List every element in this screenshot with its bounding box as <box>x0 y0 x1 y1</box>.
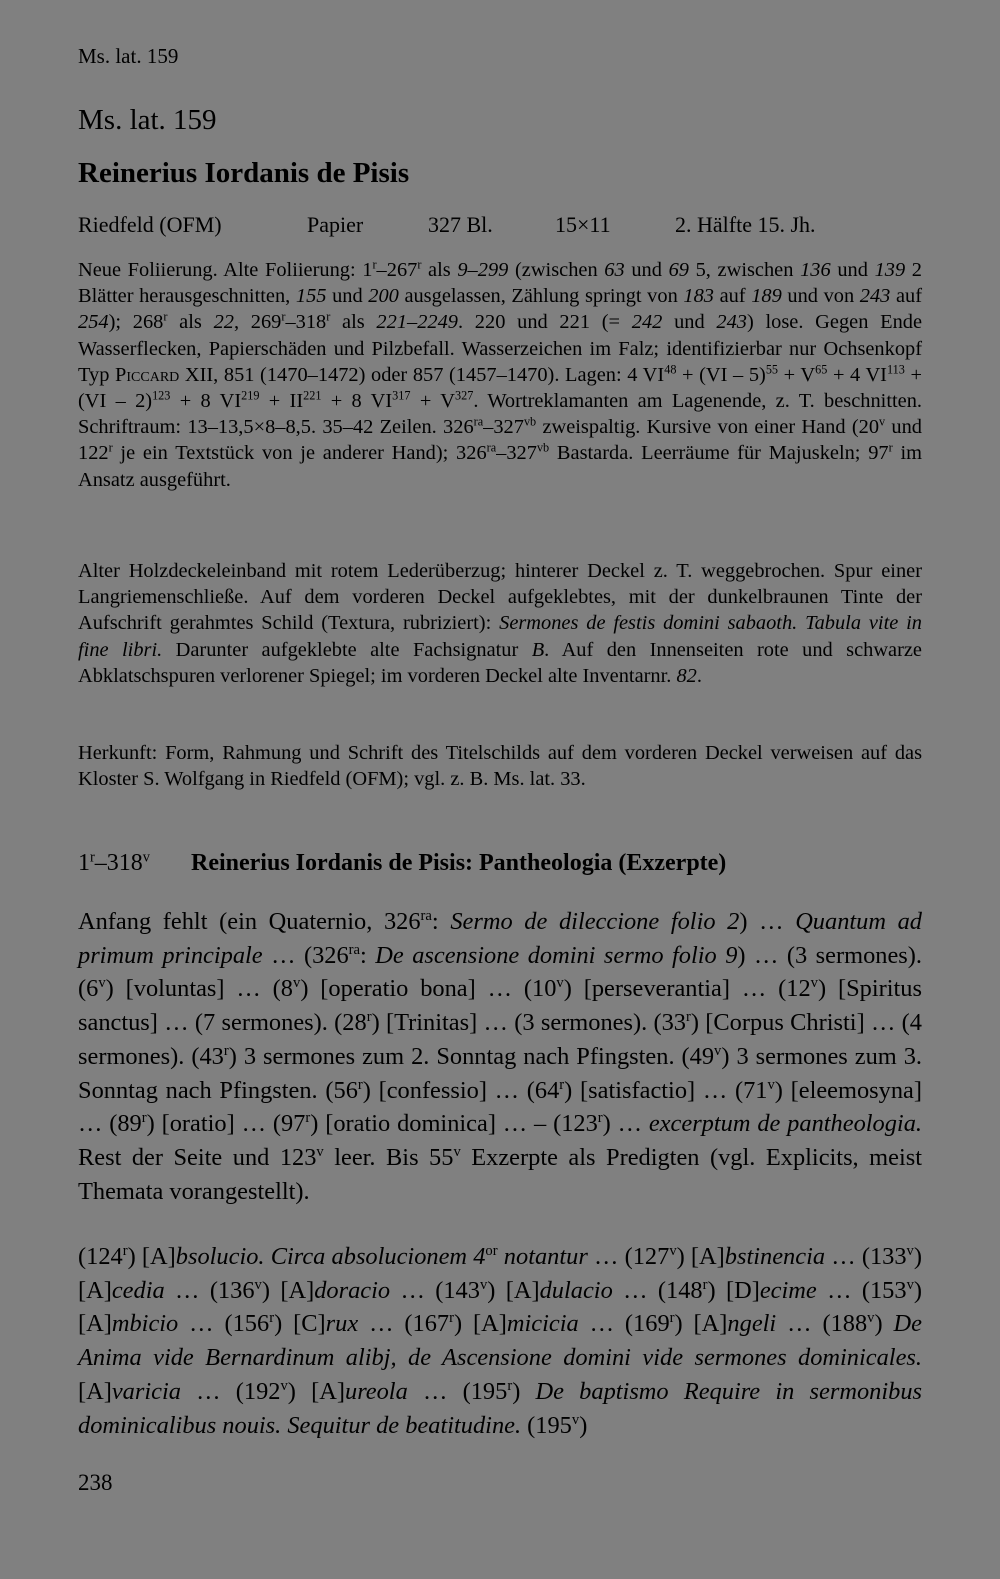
physical-description-paragraph: Neue Foliierung. Alte Foliierung: 1$^r$–267$^r$ als 9–299 (zwischen 63 und 69 5, zwischen 136 und 139 2 Blätter herausgeschnitten, 155 und 200 ausgelassen, Zählung springt von 183 auf 189 und von 243 auf 254); 268$^r$ als 22, 269$^r$–318$^r$ als 221–2249. 220 und 221 (= 242 und 243) lose. Gegen Ende Wasserflecken, Papierschäden und Pilzbefall. Wasserzeichen im Falz; identifizierbar nur Ochsenkopf Typ Piccard XII, 851 (1470–1472) oder 857 (1457–1470). Lagen: 4 $VI^{48} + (VI - 5)^{55} + V^{65} + 4$ $VI^{113} + (VI - 2)^{123} + 8$ $VI^{219} + II^{221} + 8$ $VI^{317} + V^{327}$. Wortreklamanten am Lagenende, z. T. beschnitten. Schriftraum: 13–13,5×8–8,5. 35–42 Zeilen. $326^{ra}-327^{vb}$ zweispaltig. Kursive von einer Hand (20$^v$ und 122$^r$ je ein Textstück von je anderer Hand); $326^{ra}-327^{vb}$ Bastarda. Leerräume für Majuskeln; 97$^r$ im Ansatz ausgeführt. <box>78 257 923 491</box>
content-section-heading <box>78 850 922 884</box>
shelfmark-heading: Ms. lat. 159 <box>78 104 217 136</box>
content-paragraph-alphabetical: (124$^r$) [A]bsolucio. Circa absolucionem $4^{or}$ notantur … (127$^v$) [A]bstinencia … (133$^v$) [A]cedia … (136$^v$) [A]doracio … (143$^v$) [A]dulacio … (148$^r$) [D]ecime … (153$^v$) [A]mbicio … (156$^r$) [C]rux … (167$^r$) [A]micicia … (169$^r$) [A]ngeli … (188$^v$) De Anima vide Bernardinum alibj, de Ascensione domini vide sermones dominicales. [A]varicia … (192$^v$) [A]ureola … (195$^r$) De baptismo Require in sermonibus dominicalibus nouis. Sequitur de beatitudine. (195$^v$) <box>78 1243 923 1439</box>
manuscript-metadata-row <box>78 212 922 242</box>
page-number: 238 <box>78 1470 113 1495</box>
folio-range: 1$^r$–318$^v$ <box>78 849 150 876</box>
author-heading: Reinerius Iordanis de Pisis <box>78 157 410 189</box>
running-head: Ms. lat. 159 <box>78 44 179 68</box>
binding-description-paragraph: Alter Holzdeckeleinband mit rotem Lederüberzug; hinterer Deckel z. T. weggebrochen. Spur einer Langriemenschließe. Auf dem vorderen Deckel aufgeklebtes, mit der dunkelbraunen Tinte der Aufschrift gerahmtes Schild (Textura, rubriziert): Sermones de festis domini sabaoth. Tabula vite in fine libri. Darunter aufgeklebte alte Fachsignatur B. Auf den Innenseiten rote und schwarze Abklatschspuren verlorener Spiegel; im vorderen Deckel alte Inventarnr. 82. <box>78 560 923 687</box>
provenance: Riedfeld (OFM) <box>78 212 222 237</box>
material: Papier <box>307 212 364 237</box>
format: 15×11 <box>555 212 611 237</box>
content-paragraph-incipit: Anfang fehlt (ein Quaternio, $326^{ra}$: Sermo de dileccione folio 2) … Quantum ad primum principale … ($326^{ra}$: De ascensione domini sermo folio 9) … (3 sermones). (6$^v$) [voluntas] … (8$^v$) [operatio bona] … (10$^v$) [perseverantia] … (12$^v$) [Spiritus sanctus] … (7 sermones). (28$^r$) [Trinitas] … (3 sermones). (33$^r$) [Corpus Christi] … (4 sermones). (43$^r$) 3 sermones zum 2. Sonntag nach Pfingsten. (49$^v$) 3 sermones zum 3. Sonntag nach Pfingsten. (56$^r$) [confessio] … (64$^r$) [satisfactio] … (71$^v$) [eleemosyna] … (89$^r$) [oratio] … (97$^r$) [oratio dominica] … – (123$^r$) … excerptum de pantheologia. Rest der Seite und 123$^v$ leer. Bis 55$^v$ Exzerpte als Predigten (vgl. Explicits, meist Themata vorangestellt). <box>78 908 923 1205</box>
section-title: Reinerius Iordanis de Pisis: Pantheologia (Exzerpte) <box>191 850 727 876</box>
provenance-paragraph: Herkunft: Form, Rahmung und Schrift des Titelschilds auf dem vorderen Deckel verweisen auf das Kloster S. Wolfgang in Riedfeld (OFM); vgl. z. B. Ms. lat. 33. <box>78 742 922 791</box>
date: 2. Hälfte 15. Jh. <box>675 212 816 237</box>
leaf-count: 327 Bl. <box>428 212 493 237</box>
